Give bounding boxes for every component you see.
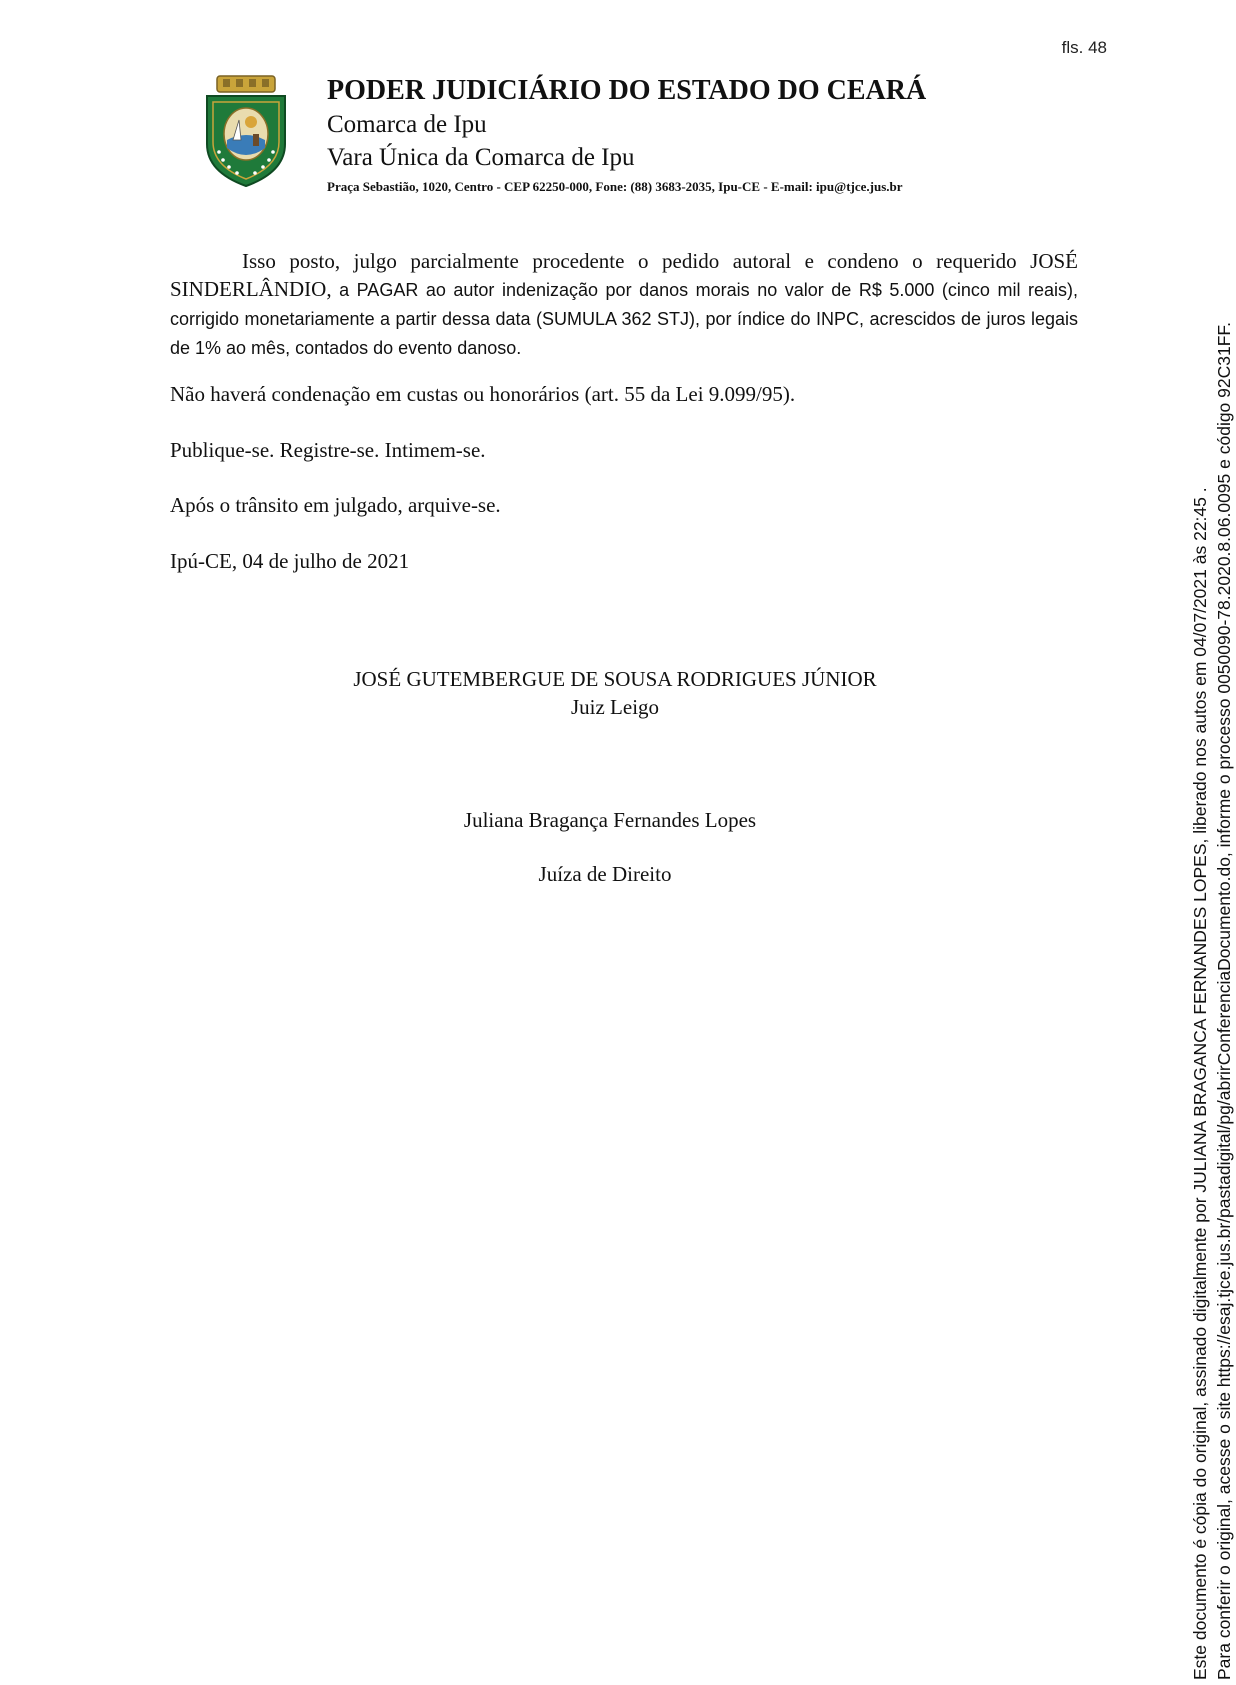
digital-signature-line2: Para conferir o original, acesse o site https://esaj.tjce.jus.br/pastadigital/pg/abrirConferenciaDocumento.do, informe o processo 0050090-78.2020.8.06.0095 e código 92C31FF. bbox=[1214, 321, 1234, 1680]
court-header bbox=[327, 74, 926, 197]
digital-signature-line1: Este documento é cópia do original, assinado digitalmente por JULIANA BRAGANCA FERNANDES LOPES, liberado nos autos em 04/07/2021 às 22:45 . bbox=[1190, 487, 1210, 1680]
decision-paragraph bbox=[170, 247, 1078, 362]
lay-judge-name: JOSÉ GUTEMBERGUE DE SOUSA RODRIGUES JÚNIOR bbox=[353, 667, 877, 691]
archive-line: Após o trânsito em julgado, arquive-se. bbox=[170, 493, 501, 517]
judge-title: Juíza de Direito bbox=[538, 862, 672, 886]
place-date-line: Ipú-CE, 04 de julho de 2021 bbox=[170, 549, 410, 573]
decision-paragraph-block bbox=[170, 247, 1078, 362]
decision-text-part2: a PAGAR ao autor indenização por danos morais no valor de R$ 5.000 (cinco mil reais), corrigido monetariamente a partir dessa data (SUMULA 362 STJ), por índice do INPC, acrescidos de juros legais de 1% ao mês, contados do evento danoso. bbox=[170, 280, 1078, 358]
no-costs-line: Não haverá condenação em custas ou honorários (art. 55 da Lei 9.099/95). bbox=[170, 382, 796, 406]
comarca-name: Comarca de Ipu bbox=[327, 111, 487, 138]
court-address: Praça Sebastião, 1020, Centro - CEP 62250-000, Fone: (88) 3683-2035, Ipu-CE - E-mail: ipu@tjce.jus.br bbox=[327, 179, 903, 194]
lay-judge-title: Juiz Leigo bbox=[570, 695, 660, 719]
digital-signature-notice bbox=[1188, 322, 1236, 1680]
publish-line: Publique-se. Registre-se. Intimem-se. bbox=[170, 438, 486, 462]
judge-name: Juliana Bragança Fernandes Lopes bbox=[463, 808, 757, 832]
court-title: PODER JUDICIÁRIO DO ESTADO DO CEARÁ bbox=[327, 75, 927, 106]
page-number: fls. 48 bbox=[1061, 38, 1107, 57]
vara-name: Vara Única da Comarca de Ipu bbox=[327, 144, 635, 171]
ceara-coat-of-arms-icon bbox=[203, 74, 289, 188]
decision-text-part1: Isso posto, julgo parcialmente procedente o pedido autoral e condeno o requerido JOSÉ SINDERLÂNDIO, bbox=[170, 249, 1078, 301]
